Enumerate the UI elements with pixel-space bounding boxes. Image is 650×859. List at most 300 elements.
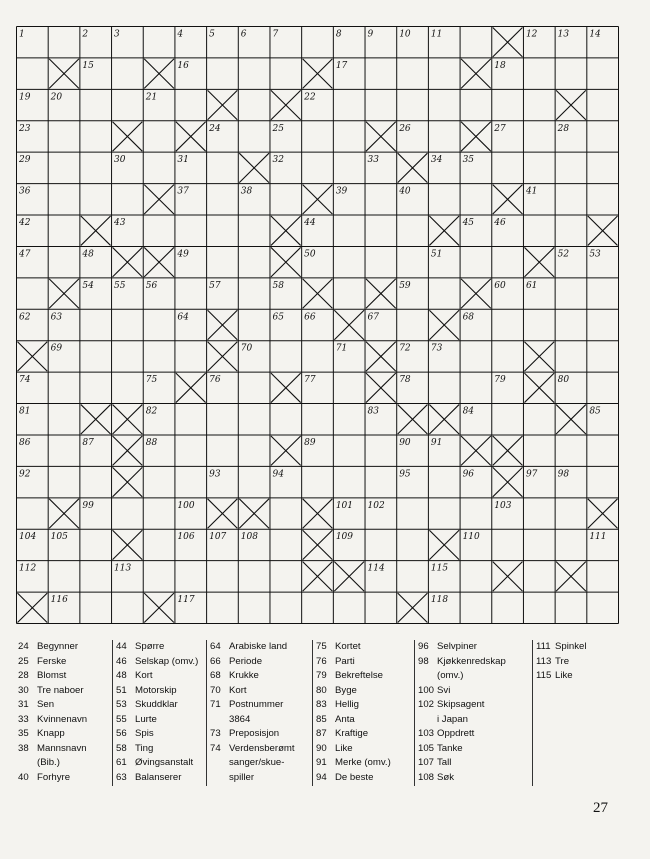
cell-number: 106 — [177, 532, 195, 543]
clue-number: 51 — [116, 684, 127, 696]
blocked-cell — [144, 593, 174, 622]
clue-number: 87 — [316, 728, 327, 739]
blocked-cell — [461, 59, 491, 88]
cell-number: 117 — [177, 595, 195, 606]
cell-number: 67 — [367, 312, 379, 323]
clue-item — [116, 684, 206, 699]
blocked-cell — [113, 405, 143, 434]
clue-number: 58 — [116, 742, 127, 754]
blocked-cell — [556, 562, 586, 591]
clue-number: 68 — [210, 670, 221, 681]
clue-item — [418, 742, 532, 757]
cell-number: 78 — [399, 375, 411, 386]
clue-number: 73 — [210, 728, 221, 739]
clue-item — [418, 684, 532, 699]
clue-text: Søk — [437, 771, 455, 783]
clue-number: 113 — [536, 655, 552, 667]
blocked-cell — [524, 342, 554, 371]
clue-number: 90 — [316, 742, 327, 754]
clue-list — [16, 640, 638, 788]
cell-number: 2 — [82, 29, 89, 40]
clue-text: Bekreftelse — [335, 670, 383, 681]
clue-item — [116, 756, 206, 771]
cell-number: 38 — [240, 186, 253, 197]
cell-number: 73 — [430, 343, 443, 354]
blocked-cell — [429, 216, 459, 245]
blocked-cell — [429, 530, 459, 559]
clue-text: Selvpiner — [437, 641, 477, 652]
cell-number: 116 — [50, 595, 68, 606]
clue-text: Selskap (omv.) — [135, 655, 199, 667]
cell-number: 69 — [50, 343, 63, 354]
blocked-cell — [271, 90, 301, 119]
cell-number: 109 — [335, 532, 354, 543]
cell-number: 114 — [367, 563, 385, 574]
clue-number: 103 — [418, 728, 435, 739]
clue-number: 66 — [210, 655, 221, 667]
clue-number: 25 — [18, 655, 29, 667]
clue-item — [536, 655, 638, 670]
cell-number: 63 — [50, 312, 63, 323]
clue-text: Kraftige — [335, 728, 369, 739]
cell-number: 59 — [399, 280, 411, 291]
blocked-cell — [366, 342, 396, 371]
cell-number: 50 — [304, 249, 316, 260]
cell-number: 51 — [430, 249, 443, 260]
blocked-cell — [144, 247, 174, 276]
clue-item — [210, 669, 312, 684]
blocked-cell — [398, 405, 428, 434]
clue-item — [210, 771, 312, 786]
blocked-cell — [271, 436, 301, 465]
blocked-cell — [303, 499, 333, 528]
clue-number: 31 — [18, 699, 29, 710]
clue-text: Krukke — [229, 670, 259, 681]
cell-number: 54 — [82, 280, 94, 291]
crossword-grid-svg — [16, 26, 619, 624]
clue-item — [418, 771, 532, 786]
blocked-cell — [208, 310, 238, 339]
clue-text: Begynner — [37, 641, 79, 652]
clue-column — [532, 640, 638, 786]
cell-number: 72 — [399, 343, 411, 354]
blocked-cell — [493, 185, 523, 214]
cell-number: 75 — [145, 375, 158, 386]
blocked-cell — [493, 467, 523, 496]
blocked-cell — [461, 279, 491, 308]
clue-number: 98 — [418, 655, 429, 667]
cell-number: 56 — [145, 280, 158, 291]
clue-text: Ferske — [37, 655, 67, 667]
cell-number: 10 — [399, 29, 411, 40]
cell-number: 82 — [145, 406, 158, 417]
cell-number: 94 — [272, 469, 284, 480]
clue-number: 85 — [316, 713, 327, 725]
clue-item — [418, 655, 532, 670]
cell-number: 85 — [589, 406, 601, 417]
clue-item — [316, 727, 414, 742]
cell-number: 74 — [19, 375, 31, 386]
clue-number: 108 — [418, 771, 435, 783]
clue-item — [210, 698, 312, 713]
cell-number: 31 — [177, 155, 189, 166]
clue-number: 44 — [116, 641, 127, 652]
blocked-cell — [113, 467, 143, 496]
clue-item — [18, 742, 112, 757]
clue-item — [418, 713, 532, 728]
cell-number: 86 — [19, 437, 31, 448]
clue-text: Preposisjon — [229, 728, 280, 739]
cell-number: 45 — [462, 218, 475, 229]
clue-text: Like — [555, 670, 573, 681]
clue-item — [418, 727, 532, 742]
clue-text: Tre — [555, 655, 570, 667]
clue-column — [206, 640, 312, 786]
cell-number: 79 — [494, 375, 506, 386]
cell-number: 37 — [177, 186, 189, 197]
cell-number: 80 — [557, 375, 570, 386]
cell-number: 16 — [177, 60, 189, 71]
cell-number: 15 — [82, 60, 94, 71]
cell-number: 32 — [272, 155, 284, 166]
cell-number: 18 — [494, 60, 506, 71]
clue-text: Svi — [437, 684, 451, 696]
clue-text: (omv.) — [437, 670, 464, 681]
cell-number: 43 — [114, 218, 126, 229]
blocked-cell — [398, 153, 428, 182]
blocked-cell — [208, 342, 238, 371]
cell-number: 91 — [430, 437, 443, 448]
blocked-cell — [271, 373, 301, 402]
cell-number: 17 — [335, 60, 348, 71]
cell-number: 112 — [19, 563, 37, 574]
clue-item — [116, 655, 206, 670]
cell-number: 68 — [462, 312, 475, 323]
clue-number: 53 — [116, 699, 127, 710]
cell-number: 49 — [177, 249, 189, 260]
blocked-cell — [49, 279, 79, 308]
clue-number: 24 — [18, 641, 29, 652]
clue-number: 107 — [418, 757, 435, 768]
blocked-cell — [556, 405, 586, 434]
cell-number: 36 — [19, 186, 31, 197]
cell-number: 98 — [557, 469, 570, 480]
cell-number: 4 — [177, 29, 184, 40]
clue-text: Skuddklar — [135, 699, 178, 710]
clue-text: Hellig — [335, 699, 359, 710]
clue-number: 96 — [418, 641, 429, 652]
clue-text: Tall — [437, 757, 452, 768]
clue-number: 79 — [316, 670, 327, 681]
blocked-cell — [176, 122, 206, 151]
blocked-cell — [239, 153, 269, 182]
blocked-cell — [398, 593, 428, 622]
blocked-cell — [524, 247, 554, 276]
clue-item — [418, 698, 532, 713]
cell-number: 55 — [114, 280, 126, 291]
clue-item — [316, 640, 414, 655]
clue-item — [210, 756, 312, 771]
cell-number: 100 — [177, 500, 195, 511]
clue-number: 83 — [316, 699, 327, 710]
clue-item — [418, 669, 532, 684]
clue-text: De beste — [335, 771, 374, 783]
cell-number: 99 — [82, 500, 94, 511]
clue-number: 76 — [316, 655, 327, 667]
cell-number: 19 — [19, 92, 31, 103]
clue-item — [210, 684, 312, 699]
cell-number: 35 — [462, 155, 475, 166]
clue-text: Kvinnenavn — [37, 713, 88, 725]
clue-text: spiller — [229, 771, 255, 783]
clue-item — [18, 669, 112, 684]
blocked-cell — [429, 310, 459, 339]
blocked-cell — [366, 122, 396, 151]
cell-number: 70 — [240, 343, 253, 354]
clue-number: 70 — [210, 684, 221, 696]
clue-item — [210, 655, 312, 670]
blocked-cell — [144, 185, 174, 214]
cell-number: 11 — [430, 29, 443, 40]
cell-number: 115 — [430, 563, 449, 574]
clue-number: 75 — [316, 641, 327, 652]
blocked-cell — [334, 562, 364, 591]
blocked-cell — [303, 59, 333, 88]
clue-item — [210, 640, 312, 655]
clue-text: Parti — [335, 655, 355, 667]
clue-text: Byge — [335, 684, 357, 696]
clue-number: 64 — [210, 641, 221, 652]
clue-item — [316, 756, 414, 771]
cell-number: 81 — [19, 406, 31, 417]
blocked-cell — [588, 499, 618, 528]
clue-number: 80 — [316, 684, 327, 696]
blocked-cell — [113, 436, 143, 465]
cell-number: 22 — [304, 92, 316, 103]
clue-number: 55 — [116, 713, 127, 725]
clue-text: Skipsagent — [437, 699, 485, 710]
clue-text: Sen — [37, 699, 55, 710]
clue-text: Balanserer — [135, 771, 182, 783]
cell-number: 104 — [19, 532, 37, 543]
clue-text: Like — [335, 742, 353, 754]
clue-number: 94 — [316, 771, 327, 783]
blocked-cell — [271, 247, 301, 276]
clue-item — [316, 742, 414, 757]
blocked-cell — [113, 530, 143, 559]
cell-number: 101 — [335, 500, 354, 511]
cell-number: 87 — [82, 437, 94, 448]
clue-text: Øvingsanstalt — [135, 757, 194, 768]
cell-number: 57 — [209, 280, 221, 291]
blocked-cell — [303, 279, 333, 308]
clue-text: Tre naboer — [37, 684, 84, 696]
cell-number: 8 — [335, 29, 342, 40]
clue-text: Oppdrett — [437, 728, 475, 739]
clue-number: 91 — [316, 757, 327, 768]
cell-number: 20 — [50, 92, 63, 103]
cell-number: 97 — [525, 469, 538, 480]
clue-item — [316, 655, 414, 670]
clue-item — [536, 669, 638, 684]
clue-column — [414, 640, 532, 786]
clue-text: Blomst — [37, 670, 67, 681]
clue-item — [116, 698, 206, 713]
cell-number: 52 — [557, 249, 570, 260]
clue-text: Arabiske land — [229, 641, 288, 652]
page-number: 27 — [593, 800, 608, 816]
cell-number: 84 — [462, 406, 475, 417]
cell-number: 5 — [209, 29, 215, 40]
clue-item — [418, 640, 532, 655]
clue-text: Anta — [335, 713, 355, 725]
clue-number: 105 — [418, 742, 435, 754]
clue-item — [316, 669, 414, 684]
clue-item — [18, 698, 112, 713]
cell-number: 103 — [494, 500, 512, 511]
clue-text: 3864 — [229, 713, 251, 725]
cell-number: 14 — [589, 29, 601, 40]
clue-text: Ting — [135, 742, 154, 754]
clue-item — [18, 727, 112, 742]
cell-number: 42 — [19, 218, 31, 229]
cell-number: 3 — [114, 29, 120, 40]
blocked-cell — [334, 310, 364, 339]
blocked-cell — [493, 436, 523, 465]
clue-text: Kortet — [335, 641, 361, 652]
clue-text: Lurte — [135, 713, 157, 725]
clue-item — [316, 771, 414, 786]
clue-text: Forhyre — [37, 771, 71, 783]
clue-number: 111 — [536, 641, 551, 652]
cell-number: 95 — [399, 469, 411, 480]
blocked-cell — [208, 499, 238, 528]
clue-item — [18, 655, 112, 670]
clue-item — [418, 756, 532, 771]
cell-number: 39 — [335, 186, 348, 197]
cell-number: 13 — [557, 29, 570, 40]
blocked-cell — [18, 593, 48, 622]
blocked-cell — [588, 216, 618, 245]
cell-number: 40 — [399, 186, 411, 197]
cell-number: 7 — [272, 29, 279, 40]
cell-number: 1 — [19, 29, 25, 40]
clue-number: 61 — [116, 757, 127, 768]
cell-number: 46 — [494, 218, 506, 229]
clue-number: 102 — [418, 699, 435, 710]
clue-text: Tanke — [437, 742, 463, 754]
clue-number: 30 — [18, 684, 29, 696]
cell-number: 29 — [19, 155, 31, 166]
blocked-cell — [144, 59, 174, 88]
cell-number: 66 — [304, 312, 316, 323]
clue-item — [18, 713, 112, 728]
cell-number: 61 — [525, 280, 538, 291]
cell-number: 89 — [304, 437, 316, 448]
cell-number: 25 — [272, 123, 284, 134]
cell-number: 34 — [430, 155, 443, 166]
blocked-cell — [524, 373, 554, 402]
clue-item — [116, 771, 206, 786]
cell-number: 110 — [462, 532, 480, 543]
cell-number: 92 — [19, 469, 31, 480]
clue-text: (Bib.) — [37, 757, 60, 768]
clue-item — [18, 756, 112, 771]
clue-column — [16, 640, 112, 786]
blocked-cell — [303, 185, 333, 214]
clue-item — [536, 640, 638, 655]
clue-text: Motorskip — [135, 684, 177, 696]
cell-number: 96 — [462, 469, 475, 480]
cell-number: 24 — [209, 123, 221, 134]
blocked-cell — [556, 90, 586, 119]
clue-item — [116, 727, 206, 742]
clue-item — [116, 640, 206, 655]
blocked-cell — [81, 405, 111, 434]
blocked-cell — [303, 562, 333, 591]
cell-number: 77 — [304, 375, 316, 386]
clue-number: 35 — [18, 728, 29, 739]
cell-number: 12 — [525, 29, 538, 40]
cell-number: 71 — [335, 343, 348, 354]
clue-text: Merke (omv.) — [335, 757, 391, 768]
clue-number: 100 — [418, 684, 435, 696]
blocked-cell — [303, 530, 333, 559]
clue-text: sanger/skue- — [229, 757, 285, 768]
clue-number: 71 — [210, 699, 221, 710]
blocked-cell — [81, 216, 111, 245]
cell-number: 111 — [589, 532, 607, 543]
cell-number: 65 — [272, 312, 284, 323]
crossword-grid — [16, 26, 619, 624]
clue-item — [316, 713, 414, 728]
cell-number: 105 — [50, 532, 68, 543]
blocked-cell — [239, 499, 269, 528]
clue-text: Periode — [229, 655, 263, 667]
clue-column — [112, 640, 206, 786]
clue-item — [210, 742, 312, 757]
clue-number: 56 — [116, 728, 127, 739]
clue-item — [18, 640, 112, 655]
blocked-cell — [113, 247, 143, 276]
blocked-cell — [208, 90, 238, 119]
clue-text: Spørre — [135, 641, 165, 652]
cell-number: 53 — [589, 249, 601, 260]
blocked-cell — [493, 28, 523, 57]
clue-number: 46 — [116, 655, 127, 667]
clue-item — [116, 742, 206, 757]
blocked-cell — [49, 499, 79, 528]
cell-number: 113 — [114, 563, 132, 574]
cell-number: 6 — [240, 29, 247, 40]
clue-item — [116, 713, 206, 728]
cell-number: 30 — [114, 155, 126, 166]
blocked-cell — [113, 122, 143, 151]
blocked-cell — [429, 405, 459, 434]
clue-text: Knapp — [37, 728, 65, 739]
clue-text: Verdensberømt — [229, 742, 295, 754]
clue-text: Mannsnavn — [37, 742, 87, 754]
cell-number: 26 — [399, 123, 411, 134]
cell-number: 21 — [145, 92, 158, 103]
cell-number: 76 — [209, 375, 221, 386]
clue-text: Spinkel — [555, 641, 587, 652]
clue-number: 74 — [210, 742, 221, 754]
cell-number: 58 — [272, 280, 284, 291]
clue-item — [116, 669, 206, 684]
cell-number: 47 — [19, 249, 31, 260]
cell-number: 33 — [367, 155, 379, 166]
